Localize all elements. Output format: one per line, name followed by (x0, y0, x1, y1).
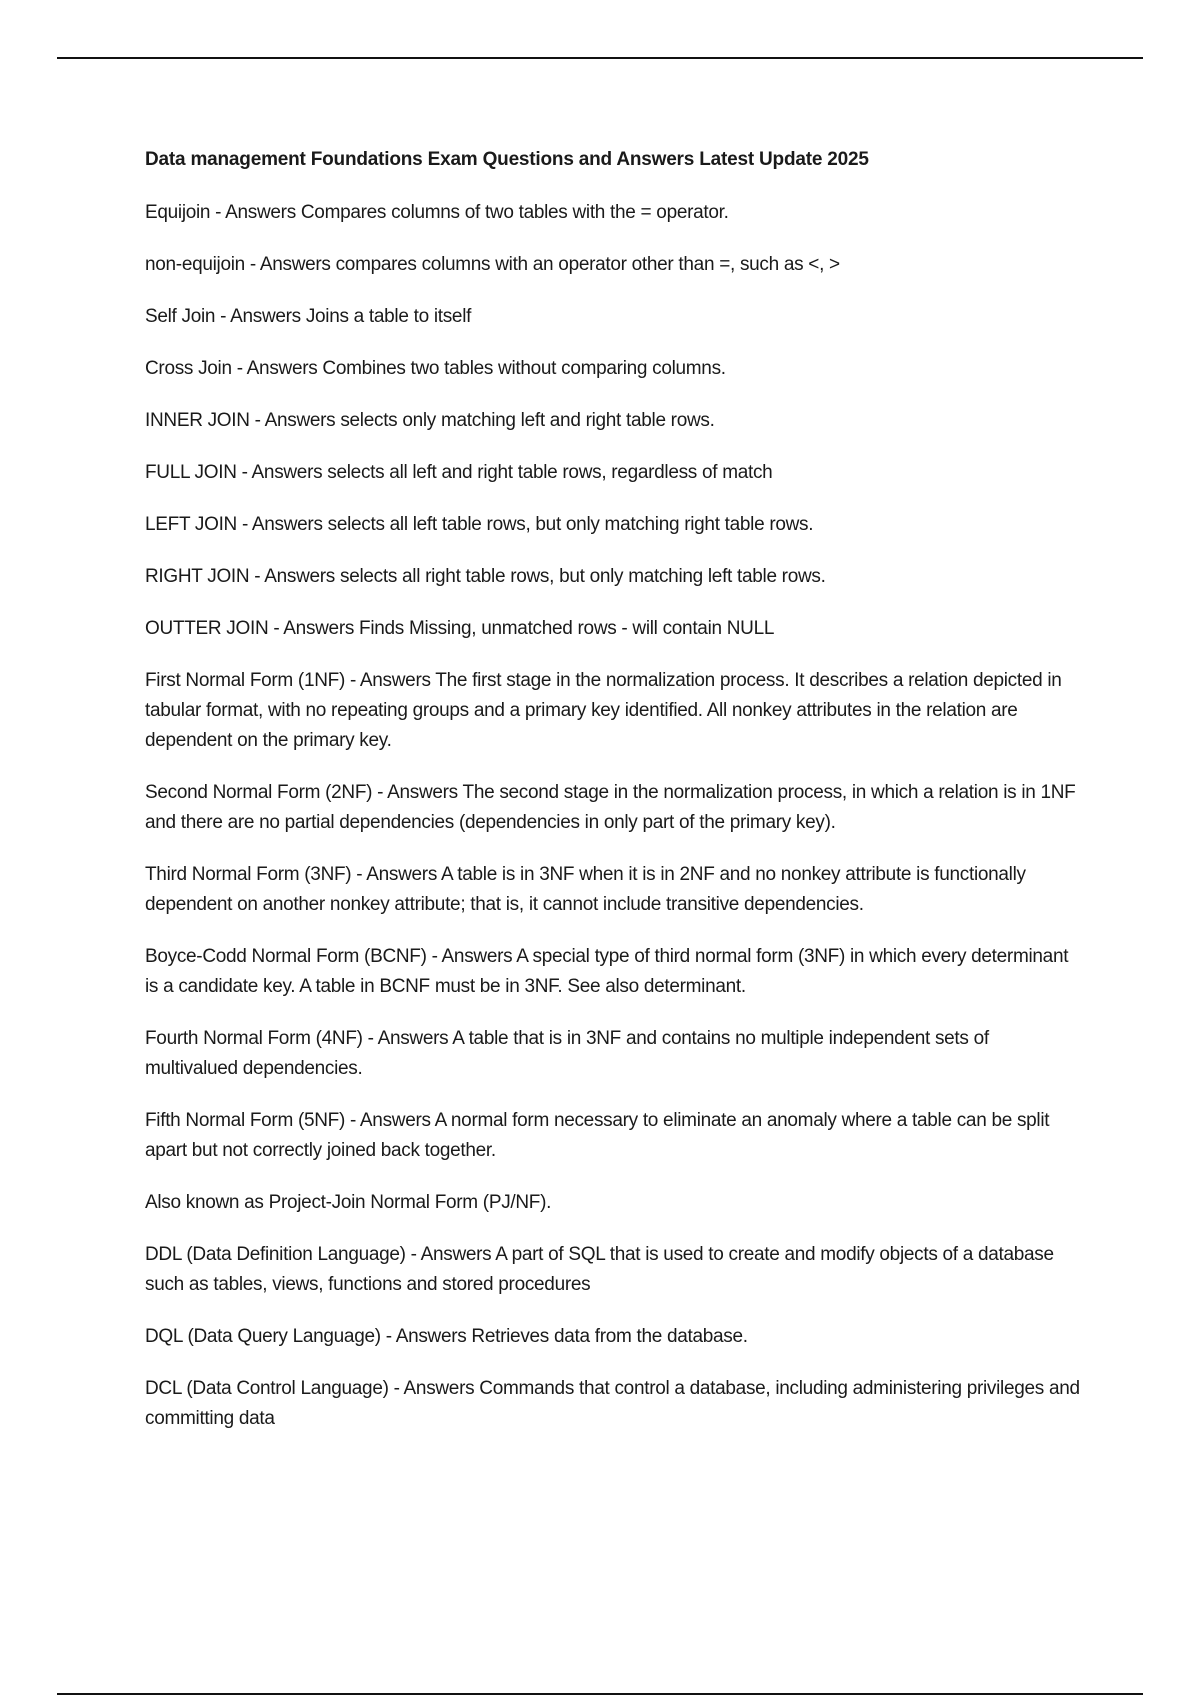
document-title: Data management Foundations Exam Questions and Answers Latest Update 2025 (145, 149, 869, 170)
header-rule (57, 57, 1143, 59)
qa-entry-ddl: DDL (Data Definition Language) - Answers A part of SQL that is used to create and modify objects of a database such as tables, views, functions and stored procedures (145, 1244, 1054, 1295)
qa-entry-right-join: RIGHT JOIN - Answers selects all right table rows, but only matching left table rows. (145, 566, 826, 587)
qa-entry-full-join: FULL JOIN - Answers selects all left and right table rows, regardless of match (145, 462, 773, 483)
qa-entry-1nf: First Normal Form (1NF) - Answers The first stage in the normalization process. It describes a relation depicted in tabular format, with no repeating groups and a primary key identified. All nonkey attributes in the relation are dependent on the primary key. (145, 670, 1062, 751)
qa-entry-self-join: Self Join - Answers Joins a table to itself (145, 306, 472, 327)
qa-entry-pjnf-note: Also known as Project-Join Normal Form (PJ/NF). (145, 1192, 552, 1213)
qa-entry-5nf: Fifth Normal Form (5NF) - Answers A normal form necessary to eliminate an anomaly where a table can be split apart but not correctly joined back together. (145, 1110, 1050, 1161)
qa-entry-cross-join: Cross Join - Answers Combines two tables without comparing columns. (145, 358, 726, 379)
qa-entry-4nf: Fourth Normal Form (4NF) - Answers A table that is in 3NF and contains no multiple independent sets of multivalued dependencies. (145, 1028, 989, 1079)
qa-list (145, 198, 1085, 1434)
qa-entry-non-equijoin: non-equijoin - Answers compares columns with an operator other than =, such as <, > (145, 254, 840, 275)
qa-entry-2nf: Second Normal Form (2NF) - Answers The second stage in the normalization process, in which a relation is in 1NF and there are no partial dependencies (dependencies in only part of the primary key). (145, 782, 1076, 833)
qa-entry-3nf: Third Normal Form (3NF) - Answers A table is in 3NF when it is in 2NF and no nonkey attribute is functionally dependent on another nonkey attribute; that is, it cannot include transitive dependencies. (145, 864, 1026, 915)
qa-entry-inner-join: INNER JOIN - Answers selects only matching left and right table rows. (145, 410, 715, 431)
qa-entry-left-join: LEFT JOIN - Answers selects all left table rows, but only matching right table rows. (145, 514, 814, 535)
document-body (145, 146, 1085, 1456)
qa-entry-bcnf: Boyce-Codd Normal Form (BCNF) - Answers A special type of third normal form (3NF) in which every determinant is a candidate key. A table in BCNF must be in 3NF. See also determinant. (145, 946, 1069, 997)
qa-entry-equijoin: Equijoin - Answers Compares columns of two tables with the = operator. (145, 202, 729, 223)
qa-entry-dql: DQL (Data Query Language) - Answers Retrieves data from the database. (145, 1326, 748, 1347)
qa-entry-dcl: DCL (Data Control Language) - Answers Commands that control a database, including administering privileges and committing data (145, 1378, 1080, 1429)
footer-rule (57, 1693, 1143, 1695)
qa-entry-outter-join: OUTTER JOIN - Answers Finds Missing, unmatched rows - will contain NULL (145, 618, 775, 639)
